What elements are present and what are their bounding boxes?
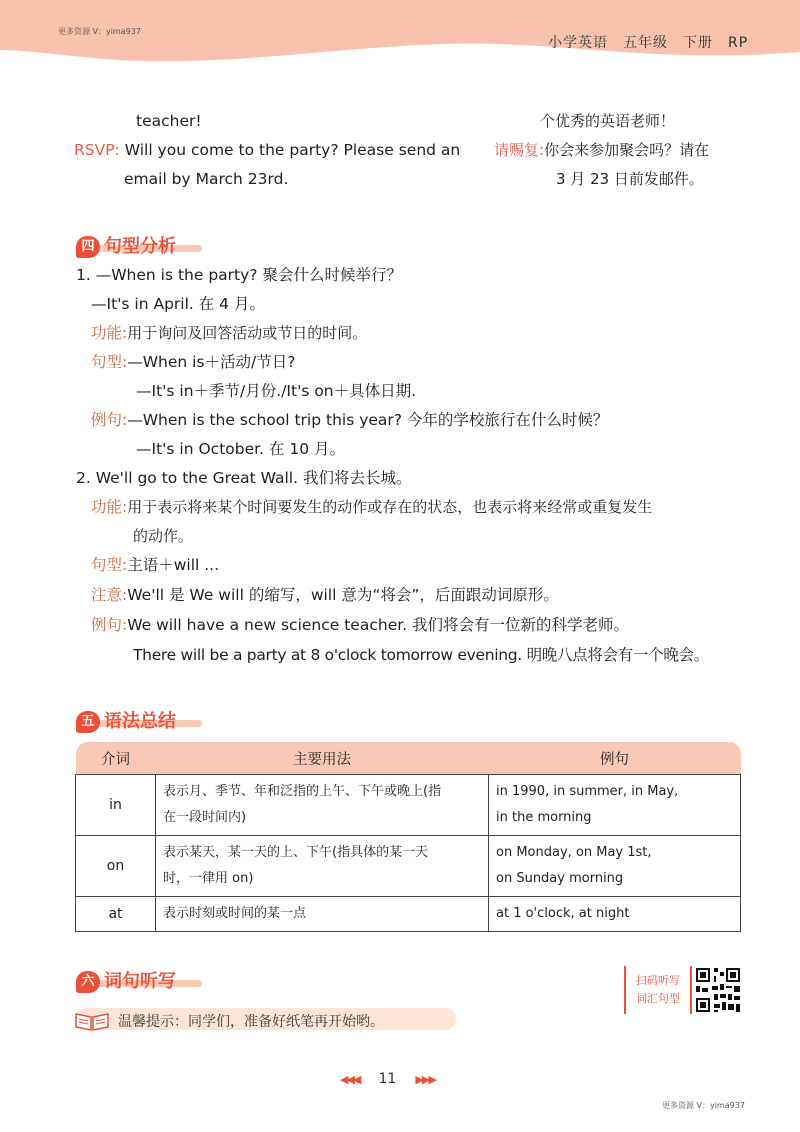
s4-item1-func-label: 功能: bbox=[91, 324, 128, 342]
s4-item1-example-label: 例句: bbox=[91, 411, 128, 429]
section5-title: 语法总结 bbox=[104, 711, 176, 732]
s4-item2-func-label: 功能: bbox=[91, 498, 128, 516]
grammar-table bbox=[75, 742, 741, 932]
table-header-example: 例句 bbox=[489, 742, 741, 775]
table-row bbox=[76, 897, 741, 932]
table-row bbox=[76, 775, 741, 836]
usage-line: 表示月、季节、年和泛指的上午、下午或晚上(指 bbox=[163, 784, 442, 799]
s4-item1-a: —It's in April. 在 4 月。 bbox=[91, 295, 265, 313]
watermark-bottom: 更多资源 V：yima937 bbox=[662, 1101, 745, 1110]
usage-line: 在一段时间内) bbox=[163, 810, 247, 825]
page-number-nav bbox=[340, 1068, 435, 1087]
page-number: 11 bbox=[378, 1071, 397, 1087]
s4-item2-pattern-label: 句型: bbox=[91, 556, 128, 574]
scan-label-1: 扫码听写 bbox=[636, 974, 680, 987]
usage-cell bbox=[156, 775, 489, 836]
section6-heading bbox=[76, 967, 176, 993]
s4-item2-example-label: 例句: bbox=[91, 616, 128, 634]
book-icon bbox=[74, 1008, 110, 1032]
example-line: on Sunday morning bbox=[496, 871, 624, 886]
s4-item1-example2: —It's in October. 在 10 月。 bbox=[136, 440, 346, 458]
s4-item1-q: 1. —When is the party? 聚会什么时候举行？ bbox=[76, 266, 402, 284]
section4-title: 句型分析 bbox=[104, 236, 176, 257]
usage-cell: 表示时刻或时间的某一点 bbox=[156, 897, 489, 932]
example-line: in the morning bbox=[496, 810, 592, 825]
prep-cell: on bbox=[76, 836, 156, 897]
usage-cell bbox=[156, 836, 489, 897]
rsvp-cn-2: 3 月 23 日前发邮件。 bbox=[556, 170, 704, 188]
section6-badge: 六 bbox=[76, 971, 100, 993]
section6-title: 词句听写 bbox=[104, 971, 176, 992]
book-info: 小学英语 五年级 下册 RP bbox=[548, 35, 749, 51]
s4-item2-q: 2. We'll go to the Great Wall. 我们将去长城。 bbox=[76, 469, 412, 487]
s4-item2-pattern: 主语＋will ... bbox=[127, 556, 220, 574]
s4-item2-note-label: 注意: bbox=[91, 586, 128, 604]
table-header-prep: 介词 bbox=[76, 742, 156, 775]
s4-item2-note: We'll 是 We will 的缩写，will 意为“将会”，后面跟动词原形。 bbox=[127, 586, 559, 604]
usage-line: 表示某天，某一天的上、下午(指具体的某一天 bbox=[163, 845, 429, 860]
table-row bbox=[76, 836, 741, 897]
scan-label-2: 词汇句型 bbox=[636, 992, 680, 1005]
s4-item1-pattern2: —It's in＋季节/月份./It's on＋具体日期. bbox=[136, 382, 417, 400]
s4-item2-func1: 用于表示将来某个时间要发生的动作或存在的状态，也表示将来经常或重复发生 bbox=[127, 498, 653, 516]
prev-arrows-icon: ◀◀◀ bbox=[340, 1073, 360, 1086]
table-header-row bbox=[76, 742, 741, 775]
s4-item2-example2: There will be a party at 8 o'clock tomorrow evening. 明晚八点将会有一个晚会。 bbox=[133, 646, 709, 664]
s4-item1-pattern-label: 句型: bbox=[91, 353, 128, 371]
prep-cell: in bbox=[76, 775, 156, 836]
example-cell bbox=[489, 836, 741, 897]
example-line: on Monday, on May 1st, bbox=[496, 845, 652, 860]
prep-cell: at bbox=[76, 897, 156, 932]
qr-code-icon[interactable] bbox=[694, 966, 742, 1014]
inv-line1-en: teacher! bbox=[136, 112, 202, 130]
watermark-top: 更多资源 V：yima937 bbox=[58, 27, 141, 36]
rsvp-cn-label: 请赐复: bbox=[494, 141, 545, 159]
section5-heading bbox=[76, 707, 176, 733]
section4-badge: 四 bbox=[76, 236, 100, 258]
section4-heading bbox=[76, 232, 176, 258]
inv-line1-cn: 个优秀的英语老师！ bbox=[540, 112, 676, 130]
rsvp-label: RSVP: bbox=[74, 141, 120, 159]
next-arrows-icon: ▶▶▶ bbox=[415, 1073, 435, 1086]
example-line: in 1990, in summer, in May, bbox=[496, 784, 679, 799]
s4-item1-example1: —When is the school trip this year? 今年的学校旅行在什么时候？ bbox=[127, 411, 609, 429]
s4-item1-func: 用于询问及回答活动或节日的时间。 bbox=[127, 324, 368, 342]
table-header-usage: 主要用法 bbox=[156, 742, 489, 775]
s4-item1-pattern1: —When is＋活动/节日? bbox=[127, 353, 296, 371]
example-cell: at 1 o'clock, at night bbox=[489, 897, 741, 932]
usage-line: 时，一律用 on) bbox=[163, 871, 254, 886]
rsvp-en-1: Will you come to the party? Please send an bbox=[124, 141, 461, 159]
example-cell bbox=[489, 775, 741, 836]
section5-badge: 五 bbox=[76, 711, 100, 733]
scan-frame bbox=[624, 966, 692, 1014]
s4-item2-example1: We will have a new science teacher. 我们将会有一位新的科学老师。 bbox=[127, 616, 630, 634]
rsvp-cn-1: 你会来参加聚会吗？请在 bbox=[544, 141, 710, 159]
rsvp-en-2: email by March 23rd. bbox=[124, 170, 289, 188]
s4-item2-func2: 的动作。 bbox=[133, 527, 194, 545]
tip-text: 温馨提示：同学们，准备好纸笔再开始哟。 bbox=[118, 1014, 384, 1030]
